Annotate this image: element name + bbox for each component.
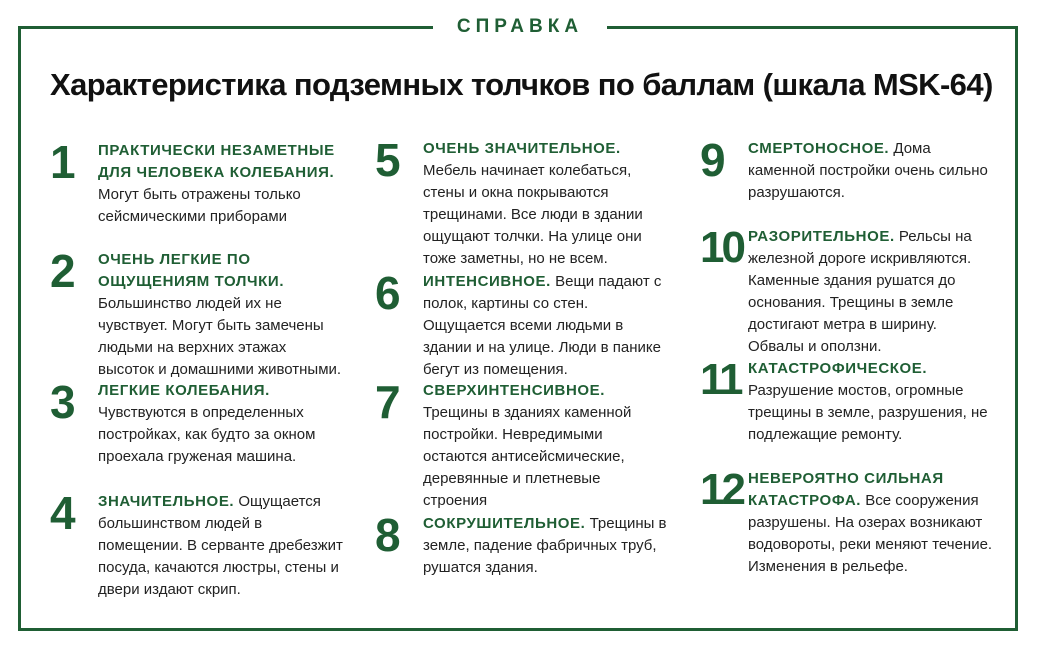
scale-heading: СМЕРТОНОСНОЕ. bbox=[748, 140, 890, 157]
scale-description bbox=[423, 138, 668, 270]
scale-heading: ОЧЕНЬ ЛЕГКИЕ ПО ОЩУЩЕНИЯМ ТОЛЧКИ. bbox=[98, 251, 285, 290]
scale-heading: ЛЕГКИЕ КОЛЕБАНИЯ. bbox=[98, 382, 270, 399]
scale-number: 7 bbox=[375, 376, 401, 428]
scale-body: Чувствуются в определенных постройках, как будто за окном проехала груженая машина. bbox=[98, 404, 316, 465]
scale-description bbox=[748, 226, 993, 358]
scale-number: 8 bbox=[375, 509, 401, 561]
scale-number: 3 bbox=[50, 376, 76, 428]
scale-number: 4 bbox=[50, 487, 76, 539]
scale-body: Дома каменной постройки очень сильно разрушаются. bbox=[748, 140, 988, 201]
scale-heading: ИНТЕНСИВНОЕ. bbox=[423, 273, 551, 290]
scale-number: 11 bbox=[700, 355, 741, 404]
scale-description bbox=[748, 138, 993, 204]
scale-body: Трещины в зданиях каменной постройки. Невредимыми остаются антисейсмические, деревянные и плетневые строения bbox=[423, 404, 632, 509]
scale-description bbox=[423, 380, 668, 512]
scale-body: Могут быть отражены только сейсмическими приборами bbox=[98, 186, 301, 225]
scale-description bbox=[423, 271, 668, 381]
scale-heading: ПРАКТИЧЕСКИ НЕЗАМЕТНЫЕ ДЛЯ ЧЕЛОВЕКА КОЛЕБАНИЯ. bbox=[98, 142, 335, 181]
scale-number: 10 bbox=[700, 223, 743, 272]
scale-heading: НЕВЕРОЯТНО СИЛЬНАЯ КАТАСТРОФА. bbox=[748, 470, 944, 509]
scale-description bbox=[748, 468, 993, 578]
scale-number: 9 bbox=[700, 134, 726, 186]
scale-number: 5 bbox=[375, 134, 401, 186]
scale-body: Разрушение мостов, огромные трещины в земле, разрушения, не подлежащие ремонту. bbox=[748, 382, 988, 443]
scale-number: 6 bbox=[375, 267, 401, 319]
scale-body: Рельсы на железной дороге искривляются. Каменные здания рушатся до основания. Трещины в земле достигают метра в ширину. Обвалы и оползни. bbox=[748, 228, 972, 355]
scale-description bbox=[98, 249, 343, 381]
page-title: Характеристика подземных толчков по баллам (шкала MSK-64) bbox=[50, 67, 993, 102]
scale-number: 2 bbox=[50, 245, 76, 297]
section-tag: СПРАВКА bbox=[433, 12, 607, 42]
scale-heading: СОКРУШИТЕЛЬНОЕ. bbox=[423, 515, 586, 532]
scale-body: Все сооружения разрушены. На озерах возникают водовороты, реки меняют течение. Изменения в рельефе. bbox=[748, 492, 993, 575]
scale-heading: СВЕРХИНТЕНСИВНОЕ. bbox=[423, 382, 606, 399]
scale-heading: ЗНАЧИТЕЛЬНОЕ. bbox=[98, 493, 235, 510]
scale-body: Ощущается большинством людей в помещении. В серванте дребезжит посуда, качаются люстры, стены и двери издают скрип. bbox=[98, 493, 343, 598]
scale-heading: КАТАСТРОФИЧЕСКОЕ. bbox=[748, 360, 928, 377]
scale-body: Мебель начинает колебаться, стены и окна покрываются трещинами. Все люди в здании ощущают толчки. На улице они тоже заметны, но не всем. bbox=[423, 162, 643, 267]
scale-number: 12 bbox=[700, 465, 743, 514]
scale-heading: РАЗОРИТЕЛЬНОЕ. bbox=[748, 228, 895, 245]
scale-body: Вещи падают с полок, картины со стен. Ощущается всеми людьми в здании и на улице. Люди в панике бегут из помещения. bbox=[423, 273, 662, 378]
scale-description bbox=[98, 140, 343, 228]
scale-description bbox=[423, 513, 668, 579]
scale-body: Трещины в земле, падение фабричных труб, рушатся здания. bbox=[423, 515, 667, 576]
scale-body: Большинство людей их не чувствует. Могут быть замечены людьми на верхних этажах высоток и домашними животными. bbox=[98, 295, 342, 378]
scale-description bbox=[748, 358, 993, 446]
scale-heading: ОЧЕНЬ ЗНАЧИТЕЛЬНОЕ. bbox=[423, 140, 621, 157]
scale-description bbox=[98, 380, 343, 468]
scale-description bbox=[98, 491, 343, 601]
scale-number: 1 bbox=[50, 136, 76, 188]
